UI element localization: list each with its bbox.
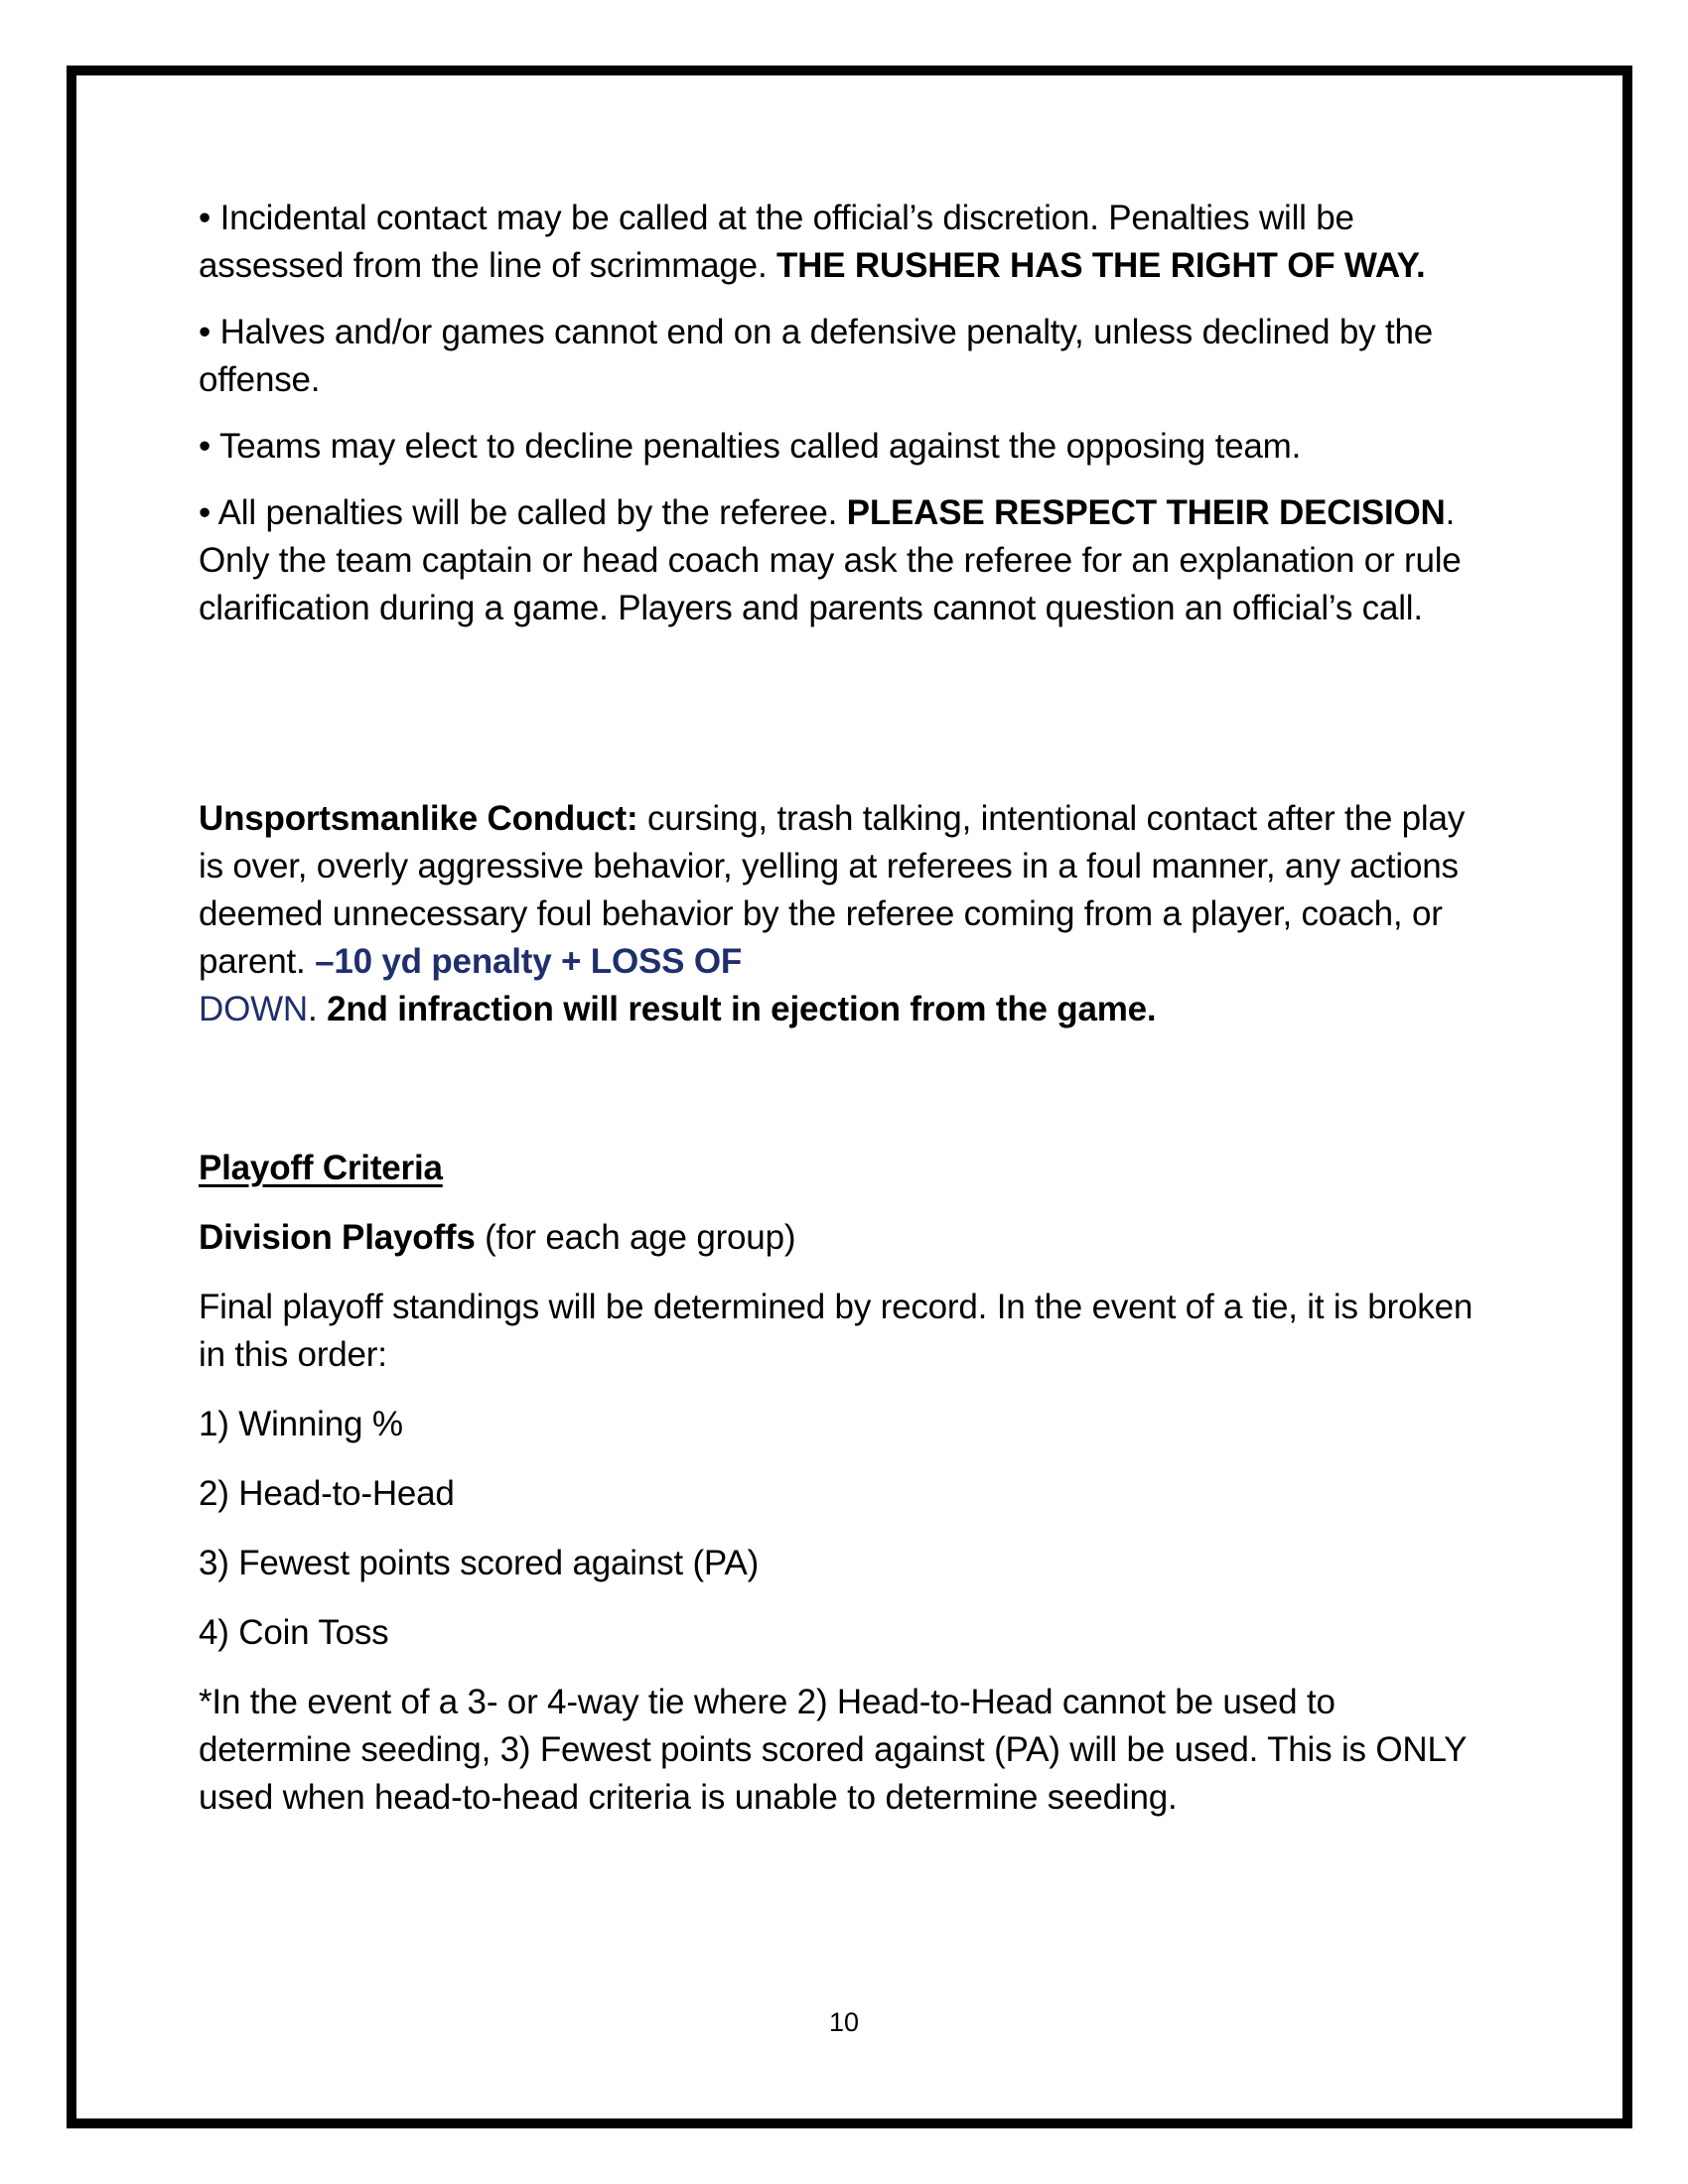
document-body xyxy=(199,195,1489,1822)
bullet-marker: • xyxy=(199,199,211,237)
playoff-intro: Final playoff standings will be determined by record. In the event of a tie, it is broken in this order: xyxy=(199,1288,1474,1374)
criteria-item: 4) Coin Toss xyxy=(199,1613,389,1652)
bullet-marker: • xyxy=(199,493,211,532)
division-playoffs-note: (for each age group) xyxy=(475,1218,796,1257)
bullet-text: All penalties will be called by the referee. xyxy=(211,493,847,532)
penalty-period: . xyxy=(308,990,328,1028)
tiebreaker-footnote: *In the event of a 3- or 4-way tie where 2) Head-to-Head cannot be used to determine seeding, 3) Fewest points scored against (PA) will be used. This is ONLY used when head-to-head criteria is unable to determine seeding. xyxy=(199,1683,1467,1817)
bullet-halves-end xyxy=(199,309,1489,404)
bullet-text: Halves and/or games cannot end on a defensive penalty, unless declined by the offense. xyxy=(199,313,1434,399)
unsportsmanlike-label: Unsportsmanlike Conduct: xyxy=(199,799,638,838)
division-playoffs-label: Division Playoffs xyxy=(199,1218,476,1257)
bullet-emphasis: PLEASE RESPECT THEIR DECISION xyxy=(846,493,1446,532)
bullet-marker: • xyxy=(199,313,211,351)
bullet-incidental-contact xyxy=(199,195,1489,290)
penalty-text: –10 yd penalty + LOSS OF xyxy=(315,942,743,981)
criteria-item: 1) Winning % xyxy=(199,1405,403,1443)
bullet-marker: • xyxy=(199,427,211,466)
bullet-emphasis: THE RUSHER HAS THE RIGHT OF WAY. xyxy=(776,246,1426,285)
bullet-decline-penalties xyxy=(199,423,1489,471)
criteria-item: 3) Fewest points scored against (PA) xyxy=(199,1544,760,1582)
division-playoffs xyxy=(199,1214,1489,1262)
page-number: 10 xyxy=(828,2007,860,2037)
criteria-item: 2) Head-to-Head xyxy=(199,1474,455,1513)
bullet-referee-calls xyxy=(199,489,1489,632)
bullet-text: Teams may elect to decline penalties called against the opposing team. xyxy=(211,427,1302,466)
penalty-text-down: DOWN xyxy=(199,990,309,1028)
unsportsmanlike-text: cursing, trash talking, intentional contact after the play is over, overly aggressive behavior, yelling at referees in a foul manner, any actions deemed unnecessary foul behavior by the referee coming from a player, coach, or parent. xyxy=(199,799,1466,981)
bullet-text-continued: . Only the team captain or head coach may ask the referee for an explanation or rule clarification during a game. Players and parents cannot question an official’s call. xyxy=(199,493,1462,627)
unsportsmanlike-conduct xyxy=(199,795,1489,1033)
ejection-warning: 2nd infraction will result in ejection from the game. xyxy=(327,990,1157,1028)
playoff-criteria-heading: Playoff Criteria xyxy=(199,1149,443,1187)
bullet-text: Incidental contact may be called at the official’s discretion. Penalties will be assessed from the line of scrimmage. xyxy=(199,199,1354,285)
